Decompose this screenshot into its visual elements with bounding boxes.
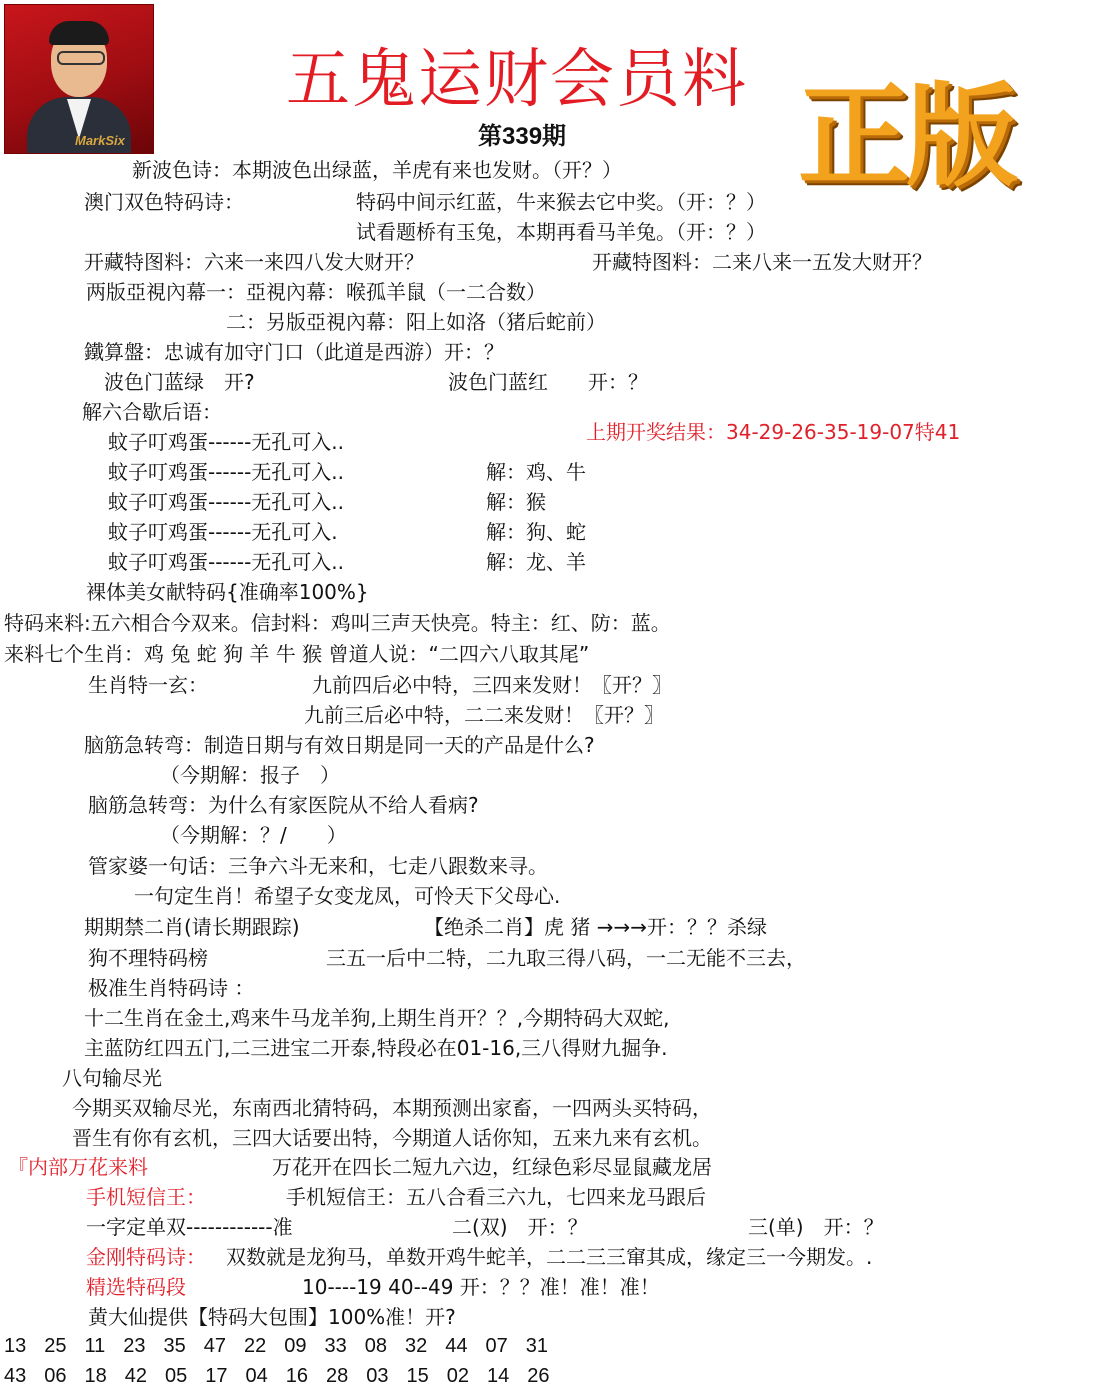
line-abacus: 鐵算盤：忠诚有加守门口（此道是西游）开：？ — [84, 340, 504, 364]
number-cell: 17 — [205, 1365, 228, 1387]
page-title: 五鬼运财会员料 — [286, 43, 748, 117]
line-atv-1: 两版亞視內幕一：亞視內幕：喉孤羊鼠（一二合数） — [86, 280, 546, 304]
line-special-source: 特码来料:五六相合今双来。信封料：鸡叫三声天快亮。特主：红、防：蓝。 — [4, 611, 671, 635]
line-brain-answer-2: （今期解：？/ ） — [160, 823, 347, 847]
line-goubuli-text: 三五一后中二特，二九取三得八码，一二无能不三去， — [326, 946, 806, 970]
number-cell: 35 — [163, 1335, 186, 1357]
line-accuracy: 裸体美女献特码{准确率100%} — [86, 580, 369, 604]
number-cell: 31 — [525, 1335, 549, 1357]
line-ban-kill: 【绝杀二肖】虎 猪 →→→开：？？杀绿 — [424, 915, 767, 939]
number-cell: 28 — [326, 1365, 349, 1387]
line-eight-1: 今期买双输尽光，东南西北猜特码，本期预测出家畜，一四两头买特码， — [72, 1096, 712, 1120]
line-wave-poem: 新波色诗：本期波色出绿蓝，羊虎有来也发财。（开？） — [132, 158, 622, 182]
number-cell: 02 — [446, 1365, 469, 1387]
number-cell: 05 — [165, 1365, 188, 1387]
issue-number: 第339期 — [478, 123, 567, 150]
line-sms-text: 手机短信王：五八合看三六九，七四来龙马跟后 — [286, 1185, 706, 1209]
line-hidden-pic-1: 开藏特图料：六来一来四八发大财开？ — [84, 250, 424, 274]
number-cell: 07 — [485, 1335, 508, 1357]
line-macau-label: 澳门双色特码诗： — [84, 190, 244, 214]
line-riddle-title: 解六合歇后语： — [82, 400, 222, 424]
riddle-4-answer: 解：狗、蛇 — [486, 520, 586, 544]
number-cell: 43 — [4, 1365, 27, 1387]
number-cell: 13 — [4, 1335, 27, 1357]
number-cell: 04 — [245, 1365, 268, 1387]
number-cell: 18 — [84, 1365, 107, 1387]
number-row-2 — [4, 1364, 550, 1388]
line-even-open: 二(双) 开：？ — [452, 1215, 588, 1239]
number-cell: 47 — [203, 1335, 227, 1357]
number-cell: 25 — [44, 1335, 67, 1357]
line-wanhua-text: 万花开在四长二短九六边，红绿色彩尽显鼠藏龙居 — [272, 1155, 712, 1179]
number-cell: 16 — [285, 1365, 308, 1387]
genuine-badge: 正版 — [798, 71, 1014, 202]
line-zodiac-1: 九前四后必中特，三四来发财！〖开？〗 — [312, 673, 672, 697]
line-macau-poem-2: 试看题桥有玉兔，本期再看马羊兔。（开：？） — [356, 220, 766, 244]
number-cell: 06 — [44, 1365, 67, 1387]
riddle-2-answer: 解：鸡、牛 — [486, 460, 586, 484]
line-zodiac-label: 生肖特一玄： — [88, 673, 208, 697]
line-brain-teaser-1: 脑筋急转弯：制造日期与有效日期是同一天的产品是什么? — [84, 733, 595, 757]
line-seven-zodiacs: 来料七个生肖：鸡 兔 蛇 狗 羊 牛 猴 曾道人说：“二四六八取其尾” — [4, 642, 590, 666]
line-poem-1: 十二生肖在金土,鸡来牛马龙羊狗,上期生肖开？？,今期特码大双蛇, — [84, 1006, 670, 1030]
line-atv-2: 二：另版亞視內幕：阳上如洛（猪后蛇前） — [226, 310, 606, 334]
line-goubuli-label: 狗不理特码榜 — [88, 946, 208, 970]
line-one-zodiac: 一句定生肖！希望子女变龙凤，可怜天下父母心. — [134, 884, 561, 908]
riddle-5: 蚊子叮鸡蛋------无孔可入.. — [108, 550, 345, 574]
number-cell: 03 — [366, 1365, 389, 1387]
number-cell: 22 — [244, 1335, 267, 1357]
line-brain-teaser-2: 脑筋急转弯：为什么有家医院从不给人看病? — [88, 793, 479, 817]
riddle-3: 蚊子叮鸡蛋------无孔可入.. — [108, 490, 345, 514]
portrait-glasses — [57, 51, 105, 65]
riddle-4: 蚊子叮鸡蛋------无孔可入. — [108, 520, 338, 544]
line-hidden-pic-2: 开藏特图料：二来八来一五发大财开？ — [592, 250, 932, 274]
line-eight-2: 晋生有你有玄机，三四大话要出特，今期道人话你知，五来九来有玄机。 — [72, 1126, 712, 1150]
number-cell: 08 — [364, 1335, 388, 1357]
line-ban-label: 期期禁二肖(请长期跟踪) — [84, 915, 300, 939]
number-cell: 26 — [527, 1365, 550, 1387]
number-cell: 42 — [124, 1365, 147, 1387]
number-cell: 33 — [324, 1335, 347, 1357]
line-housekeeper: 管家婆一句话：三争六斗无来和，七走八跟数来寻。 — [88, 854, 548, 878]
line-odd-open: 三(单) 开：？ — [748, 1215, 884, 1239]
line-wanhua-label: 『内部万花来料 — [8, 1155, 148, 1179]
line-eight-label: 八句输尽光 — [62, 1066, 162, 1090]
number-row-1 — [4, 1334, 548, 1358]
line-sms-label: 手机短信王： — [86, 1185, 206, 1209]
number-cell: 32 — [405, 1335, 428, 1357]
portrait-image — [4, 4, 154, 154]
line-macau-poem-1: 特码中间示红蓝，牛来猴去它中奖。（开：？） — [356, 190, 766, 214]
line-segment-text: 10----19 40--49 开：？？准！准！准！ — [302, 1275, 660, 1299]
line-odd-even-label: 一字定单双------------准 — [86, 1215, 293, 1239]
riddle-3-answer: 解：猴 — [486, 490, 546, 514]
riddle-5-answer: 解：龙、羊 — [486, 550, 586, 574]
riddle-2: 蚊子叮鸡蛋------无孔可入.. — [108, 460, 345, 484]
number-cell: 09 — [284, 1335, 307, 1357]
number-cell: 15 — [406, 1365, 429, 1387]
line-segment-label: 精选特码段 — [86, 1275, 186, 1299]
riddle-1: 蚊子叮鸡蛋------无孔可入.. — [108, 430, 345, 454]
number-cell: 44 — [445, 1335, 468, 1357]
last-draw-result: 上期开奖结果：34-29-26-35-19-07特41 — [586, 420, 961, 444]
line-poem-2: 主蓝防红四五门,二三进宝二开泰,特段必在01-16,三八得财九掘争. — [84, 1036, 668, 1060]
line-poem-label: 极准生肖特码诗 ： — [88, 976, 255, 1000]
line-wave-door-2: 波色门蓝红 开：？ — [448, 370, 648, 394]
line-brain-answer-1: （今期解：报子 ） — [160, 763, 340, 787]
portrait-hair — [49, 21, 109, 45]
line-zodiac-2: 九前三后必中特，二二来发财！〖开？〗 — [304, 703, 664, 727]
number-cell: 14 — [487, 1365, 510, 1387]
line-huang-daxian: 黄大仙提供【特码大包围】100%准！开? — [88, 1305, 456, 1329]
line-diamond-label: 金刚特码诗： — [86, 1245, 206, 1269]
number-cell: 23 — [123, 1335, 146, 1357]
line-diamond-text: 双数就是龙狗马，单数开鸡牛蛇羊，二二三三窜其成，缘定三一今期发。. — [226, 1245, 873, 1269]
number-cell: 11 — [84, 1335, 106, 1357]
line-wave-door-1: 波色门蓝绿 开? — [104, 370, 255, 394]
portrait-watermark: MarkSix — [75, 133, 125, 148]
